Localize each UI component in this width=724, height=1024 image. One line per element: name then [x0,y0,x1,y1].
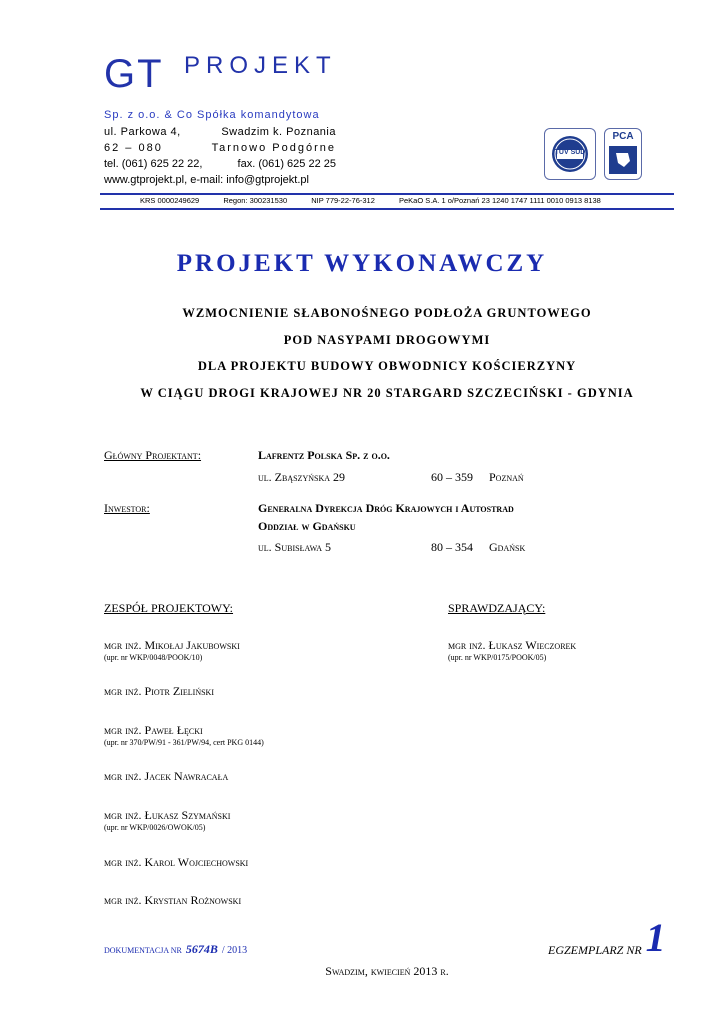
investor-street: ul. Subisława 5 [258,540,332,554]
web-email: www.gtprojekt.pl, e-mail: info@gtprojekt.pl [104,174,309,186]
main-designer-street: ul. Zbąszyńska 29 [258,470,346,484]
place-date: Swadzim, kwiecień 2013 r. [325,964,449,978]
logo-projekt: PROJEKT [184,52,337,79]
checkers-label: SPRAWDZAJĄCY: [448,601,546,615]
header-rule-bottom [100,208,674,210]
team-member-note: (upr. nr 370/PW/91 - 361/PW/94, cert PKG 0144) [104,738,264,747]
team-member-name: mgr inż. Karol Wojciechowski [104,855,249,869]
street-b: Swadzim k. Poznania [221,126,336,138]
pca-label: PCA [612,131,634,142]
postal-b: Tarnowo Podgórne [211,142,336,154]
team-member-name: mgr inż. Paweł Łęcki [104,723,203,737]
copy-label: EGZEMPLARZ NR [548,943,642,957]
investor-name-1: Generalna Dyrekcja Dróg Krajowych i Autostrad [258,501,514,515]
phone: tel. (061) 625 22 22, [104,158,203,170]
company-line: Sp. z o.o. & Co Spółka komandytowa [104,109,320,121]
fax: fax. (061) 625 22 25 [237,158,336,170]
team-member-5 [104,808,230,832]
investor-city: Gdańsk [489,540,526,554]
street-a: ul. Parkowa 4, [104,126,181,138]
doc-prefix: DOKUMENTACJA NR [104,946,182,955]
team-member-name: mgr inż. Krystian Rożnowski [104,893,242,907]
tuv-label: TÜV SÜD [554,149,586,156]
copy-number-line [548,915,666,960]
main-designer-label: Główny Projektant: [104,448,202,462]
investor-name-2: Oddział w Gdańsku [258,519,356,533]
street-line [104,126,336,138]
team-member-7 [104,893,241,908]
subtitle-line-4: W CIĄGU DROGI KRAJOWEJ NR 20 STARGARD SZCZECIŃSKI - GDYNIA [140,386,634,400]
header-rule-top [100,193,674,195]
logo-gt: GT [104,52,164,96]
checker-member-note: (upr. nr WKP/0175/POOK/05) [448,653,547,662]
team-member-name: mgr inż. Jacek Nawracała [104,769,229,783]
regon: Regon: 300231530 [223,196,288,205]
investor-label: Inwestor: [104,501,150,515]
registry-bar [140,196,623,205]
tuv-badge [544,128,596,180]
team-member-2 [104,684,214,699]
checker-member-1 [448,638,576,662]
subtitle-line-2: POD NASYPAMI DROGOWYMI [283,333,491,347]
team-member-note: (upr. nr WKP/0026/OWOK/05) [104,823,206,832]
copy-number: 1 [645,915,666,960]
team-member-name: mgr inż. Mikołaj Jakubowski [104,638,240,652]
subtitle-line-3: DLA PROJEKTU BUDOWY OBWODNICY KOŚCIERZYNY [197,359,577,373]
nip: NIP 779-22-76-312 [311,196,375,205]
document-title: PROJEKT WYKONAWCZY [176,250,548,277]
checker-member-name: mgr inż. Łukasz Wieczorek [448,638,577,652]
team-member-name: mgr inż. Łukasz Szymański [104,808,231,822]
team-member-name: mgr inż. Piotr Zieliński [104,684,214,698]
bank-account: PeKaO S.A. 1 o/Poznań 23 1240 1747 1111 0010 0913 8138 [398,196,601,205]
doc-year: / 2013 [221,945,248,956]
team-member-3 [104,723,264,747]
phone-line [104,158,336,170]
pca-mark-icon [608,145,638,175]
team-member-4 [104,769,228,784]
doc-number: 5674B [185,942,218,956]
postal-line [104,142,336,154]
main-designer-postal: 60 – 359 [431,470,473,484]
main-designer-name: Lafrentz Polska Sp. z o.o. [258,448,390,462]
team-label: ZESPÓŁ PROJEKTOWY: [104,601,234,615]
investor-postal: 80 – 354 [431,540,473,554]
team-member-note: (upr. nr WKP/0048/POOK/10) [104,653,203,662]
doc-number-line [104,940,247,958]
team-member-1 [104,638,240,662]
subtitle-line-1: WZMOCNIENIE SŁABONOŚNEGO PODŁOŻA GRUNTOWEGO [182,306,592,320]
team-member-6 [104,855,248,870]
pca-badge [604,128,642,180]
postal-a: 62 – 080 [104,142,163,154]
krs: KRS 0000249629 [140,196,200,205]
main-designer-city: Poznań [489,470,524,484]
